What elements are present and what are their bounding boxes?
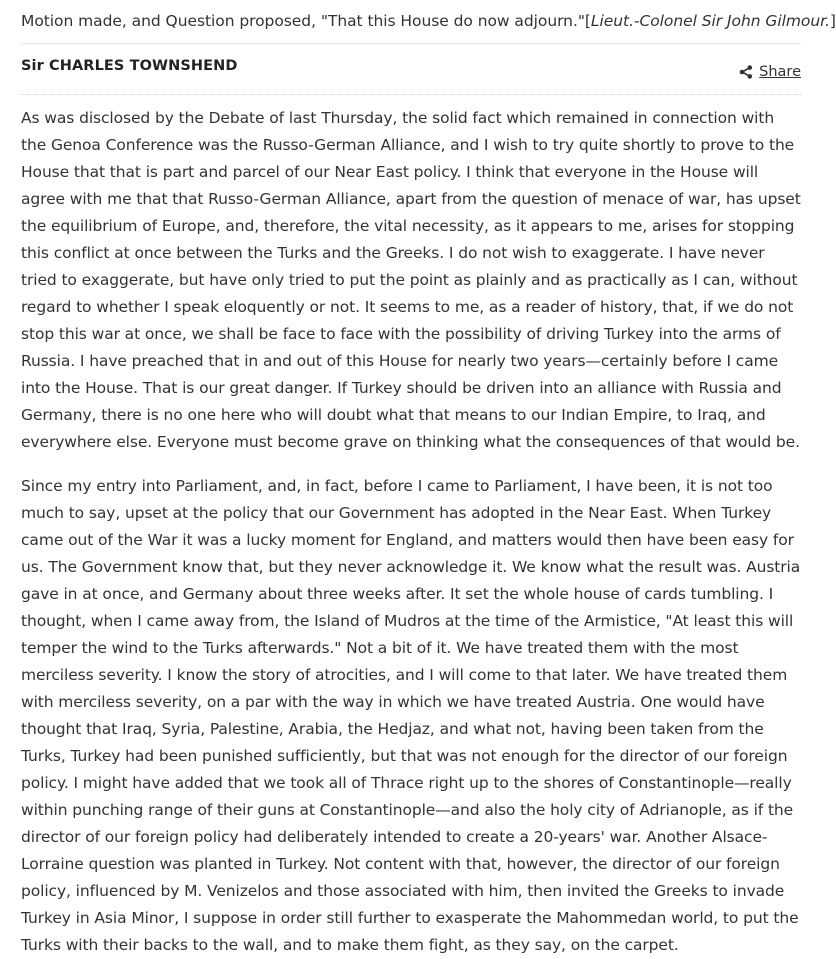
motion-attribution: Lieut.-Colonel Sir John Gilmour. [590, 12, 830, 30]
speech-paragraph: Since my entry into Parliament, and, in fact, before I came to Parliament, I have been, it is not too much to say, upset at the policy that our Government has adopted in the Near East. When Turkey came out of the War it was a lucky moment for England, and matters would then have been easy for us. The Government know that, but they never acknowledge it. We know what the result was. Austria gave in at once, and Germany about three weeks after. It set the whole house of cards tumbling. I thought, when I came away from, the Island of Mudros at the time of the Armistice, "At least this will temper the wind to the Turks afterwards." Not a bit of it. We have treated them with the most merciless severity. I know the story of atrocities, and I will come to that later. We have treated them with merciless severity, on a par with the way in which we have treated Austria. One would have thought that Iraq, Syria, Palestine, Arabia, the Hedjaz, and what not, having been taken from the Turks, Turkey had been punished sufficiently, but that was not enough for the director of our foreign policy. I might have added that we took all of Thrace right up to the shores of Constantinople—really within punching range of their guns at Constantinople—and also the holy city of Adrianople, as if the director of our foreign policy had deliberately intended to create a 20-years' war. Another Alsace-Lorraine question was planted in Turkey. Not content with that, however, the director of our foreign policy, influenced by M. Venizelos and those associated with him, then invited the Greeks to invade Turkey in Asia Minor, I suppose in order still further to exasperate the Mahommedan world, to put the Turks with their backs to the wall, and to make them fight, as they say, on the carpet. [21, 477, 801, 954]
motion-statement: Motion made, and Question proposed, "That this House do now adjourn."[ [21, 12, 591, 30]
speaker-divider [21, 94, 801, 95]
motion-text [21, 8, 836, 35]
motion-closing: ] [829, 12, 836, 30]
share-label[interactable]: Share [759, 64, 801, 80]
speaker-name[interactable]: Sir CHARLES TOWNSHEND [21, 58, 238, 74]
speaker-header [21, 44, 801, 90]
speech-body [21, 105, 801, 959]
speech-paragraph: As was disclosed by the Debate of last Thursday, the solid fact which remained in connection with the Genoa Conference was the Russo-German Alliance, and I wish to try quite shortly to prove to the House that that is part and parcel of our Near East policy. I think that everyone in the House will agree with me that that Russo-German Alliance, apart from the question of menace of war, has upset the equilibrium of Europe, and, therefore, the vital necessity, as it appears to me, arises for stopping this conflict at once between the Turks and the Greeks. I do not wish to exaggerate. I have never tried to exaggerate, but have only tried to put the point as plainly and as practically as I can, without regard to whether I speak eloquently or not. It seems to me, as a reader of history, that, if we do not stop this war at once, we shall be face to face with the possibility of driving Turkey into the arms of Russia. I have preached that in and out of this House for nearly two years—certainly before I came into the House. That is our great danger. If Turkey should be driven into an alliance with Russia and Germany, there is no one here who will doubt what that means to our Indian Empire, to Iraq, and everywhere else. Everyone must become grave on thinking what the consequences of that would be. [21, 109, 801, 451]
debate-content [21, 0, 836, 959]
share-button[interactable] [739, 64, 801, 80]
share-icon [739, 65, 753, 79]
